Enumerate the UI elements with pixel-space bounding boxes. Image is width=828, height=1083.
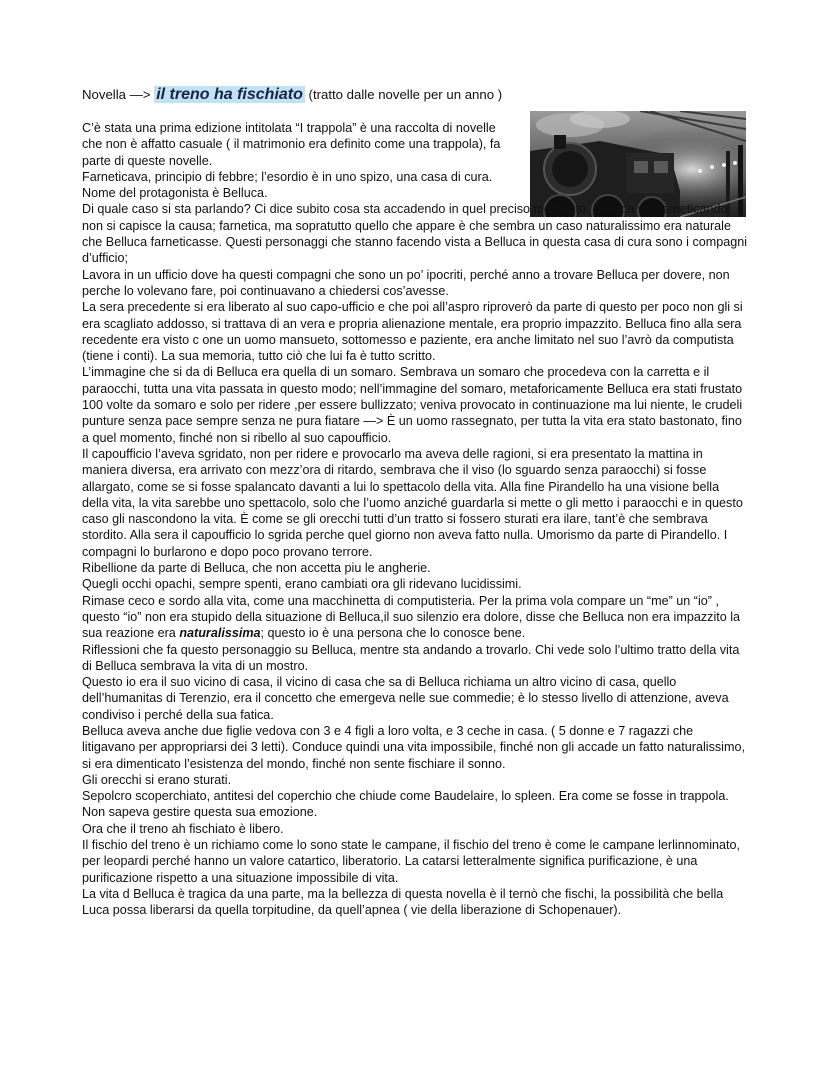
paragraph: Di quale caso si sta parlando? Ci dice subito cosa sta accadendo in quel preciso momento, Belluca sta farneticando, non si capisce la causa; farnetica, ma sopratutto quello che appare è che sembra un caso naturalissimo era naturale che Belluca farneticasse. Questi personaggi che stanno facendo vista a Belluca in questa casa di cura sono i compagni d’ufficio;	[82, 202, 748, 266]
paragraph-text: Rimase ceco e sordo alla vita, come una macchinetta di computisteria. Per la prima vola compare un “me” un “io” , questo “io” non era stupido della situazione di Belluca,il suo silenzio era dolore, disse che Belluca non era impazzito la sua reazione era	[82, 593, 741, 641]
paragraph: Il fischio del treno è un richiamo come lo sono state le campane, il fischio del treno è come le campane lerlinnominato, per leopardi perché hanno un valore catartico, liberatorio. La catarsi letteralmente significa purificazione, è una purificazione rispetto a una situazione impossibile di vita.	[82, 838, 741, 885]
paragraph-text: ; questo io è una persona che lo conosce bene.	[260, 626, 526, 641]
paragraph: Gli orecchi si erano sturati.	[82, 772, 232, 787]
paragraph: Farneticava, principio di febbre; l’esordio è in uno spizo, una casa di cura.	[82, 169, 493, 184]
document-heading	[82, 86, 502, 104]
emphasis-text: naturalissima	[179, 626, 261, 641]
paragraph: Lavora in un ufficio dove ha questi compagni che sono un po’ ipocriti, perché anno a trovare Belluca per dovere, non perche lo volevano fare, poi continuavano a chiedersi cos’avesse.	[82, 267, 730, 298]
paragraph	[82, 593, 748, 642]
paragraph: Sepolcro scoperchiato, antitesi del coperchio che chiude come Baudelaire, lo spleen. Era come se fosse in trappola. Non sapeva gestire questa sua emozione.	[82, 789, 729, 820]
paragraph: Nome del protagonista è Belluca.	[82, 186, 268, 201]
text-beside-image	[82, 120, 502, 201]
body-text	[82, 120, 748, 919]
paragraph: Il capoufficio l’aveva sgridato, non per ridere e provocarlo ma aveva delle ragioni, si era presentato la mattina in maniera diversa, era arrivato con mezz’ora di ritardo, sembrava che il viso (lo sguardo senza paraocchi) si fosse allargato, come se si fosse spalancato davanti a lui lo spettacolo della vita. Alla fine Pirandello ha una visione bella della vita, la vita sarebbe uno spettacolo, solo che l’uomo anziché guardarla si mette o gli metto i paraocchi e in questo caso gli nascondono la vita. È come se gli orecchi tutti d’un tratto si fossero sturati era ilare, tant’è che sembrava stordito. Alla sera il capoufficio lo sgrida perche quel giorno non aveva fatto nulla. Umorismo da parte di Pirandello. I compagni lo burlarono e dopo poco provano terrore.	[82, 446, 743, 559]
paragraph: Quegli occhi opachi, sempre spenti, erano cambiati ora gli ridevano lucidissimi.	[82, 577, 522, 592]
paragraph: Riflessioni che fa questo personaggio su Belluca, mentre sta andando a trovarlo. Chi vede solo l’ultimo tratto della vita di Belluca sembrava la vita di un mostro.	[82, 642, 740, 673]
paragraph: La vita d Belluca è tragica da una parte, ma la bellezza di questa novella è il ternò che fischi, la possibilità che bella Luca possa liberarsi da quella torpitudine, da quell’apnea ( vie della liberazione di Schopenauer).	[82, 886, 724, 918]
paragraph: L’immagine che si da di Belluca era quella di un somaro. Sembrava un somaro che procedeva con la carretta e il paraocchi, tutta una vita passata in questo modo; nell’immagine del somaro, metaforicamente Belluca era stati frustato 100 volte da somaro e solo per ridere ,per essere bullizzato; veniva provocato in continuazione ma lui niente, le crudeli punture senza pace sempre senza ne pura fiatare —> È un uomo rassegnato, per tutta la vita era stato bastonato, fino a quel momento, finché non si ribello al suo capoufficio.	[82, 365, 743, 445]
paragraph: La sera precedente si era liberato al suo capo-ufficio e che poi all’aspro riproverò da parte di questo per poco non gli si era scagliato addosso, si trattava di an vera e propria alienazione mentale, era proprio impazzito. Belluca fino alla sera recedente era visto c one un uomo mansueto, sottomesso e paziente, era anche limitato nel suo l’avrò da computista (tiene i conti). La sua memoria, tutto ciò che lui fa è tutto scritto.	[82, 300, 743, 364]
paragraph: Ribellione da parte di Belluca, che non accetta piu le angherie.	[82, 561, 431, 576]
paragraph: Ora che il treno ah fischiato è libero.	[82, 821, 284, 836]
heading-prefix: Novella —>	[82, 87, 155, 102]
heading-suffix: (tratto dalle novelle per un anno )	[304, 87, 503, 102]
paragraph: Belluca aveva anche due figlie vedova con 3 e 4 figli a loro volta, e 3 ceche in casa. ( 5 donne e 7 ragazzi che litigavano per appropriarsi dei 3 letti). Conduce quindi una vita impossibile, finché non gli accade un fatto naturalissimo, si era dimenticato l’esistenza del mondo, finché non sente fischiare il sonno.	[82, 723, 745, 771]
paragraph: C’è stata una prima edizione intitolata “I trappola” è una raccolta di novelle che non è affatto casuale ( il matrimonio era definito come una trappola), fa parte di queste novelle.	[82, 121, 501, 168]
highlighted-title: il treno ha fischiato	[156, 86, 303, 103]
paragraph: Questo io era il suo vicino di casa, il vicino di casa che sa di Belluca richiama un altro vicino di casa, quello dell’humanitas di Terenzio, era il concetto che emergeva nelle sue commedie; è lo stesso livello di attenzione, aveva condiviso i perché della sua fatica.	[82, 675, 729, 722]
